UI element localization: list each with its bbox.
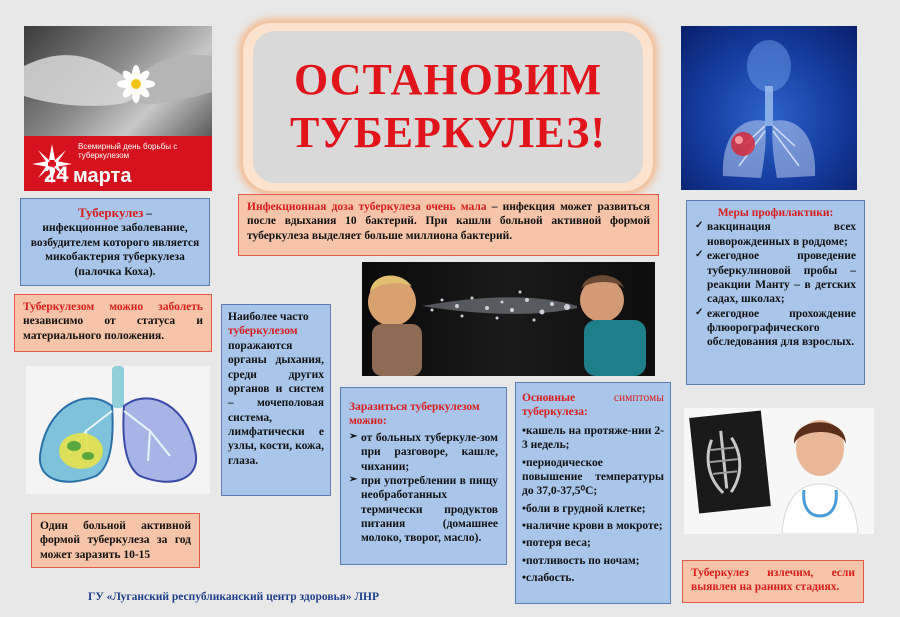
prevention-item: ✓ вакцинация всех новорожденных в роддоме; bbox=[695, 220, 856, 249]
lungs-xray-photo bbox=[681, 26, 857, 190]
contagion-box bbox=[31, 513, 200, 568]
lungs-illustration-photo bbox=[26, 366, 210, 494]
organs-text: поражаются органы дыхания, среди других органов и систем – мочеполовая система, лимфатически е узлы, кости, кожа, глаза. bbox=[228, 339, 324, 467]
definition-term: Туберкулез bbox=[77, 205, 144, 220]
symptoms-heading-word-2: симптомы bbox=[613, 392, 664, 404]
banner-caption: Всемирный день борьбы с туберкулезом bbox=[78, 142, 178, 161]
symptom-item: •периодическое повышение температуры до 37,0-37,5⁰С; bbox=[522, 456, 664, 498]
infection-heading: Заразиться туберкулезом можно: bbox=[349, 401, 480, 428]
infection-item: ➢ от больных туберкуле-зом при разговоре, кашле, чихании; bbox=[349, 431, 498, 474]
hands-illustration bbox=[24, 26, 212, 136]
symptom-item: •потливость по ночам; bbox=[522, 554, 640, 567]
symptom-item: •слабость. bbox=[522, 572, 575, 585]
symptom-item: •потеря веса; bbox=[522, 537, 591, 550]
symptoms-box bbox=[515, 382, 671, 604]
contagion-text: Один больной активной формой туберкулеза за год может заразить 10-15 bbox=[40, 520, 191, 561]
symptom-item: •кашель на протяже-нии 2-3 недель; bbox=[522, 424, 664, 452]
symptoms-heading bbox=[522, 391, 664, 405]
dose-text: – инфекция может развиться после вдыхания 10 бактерий. При кашли больной активной формой туберкулеза выделяет больше миллиона бактерий. bbox=[247, 201, 650, 242]
definition-text: инфекционное заболевание, возбудителем которого является микобактерия туберкулеза (палочка Коха). bbox=[30, 222, 200, 278]
symptom-item: •боли в грудной клетке; bbox=[522, 502, 646, 515]
definition-dash: – bbox=[143, 208, 153, 220]
curable-text: Туберкулез излечим, если выявлен на ранних стадиях. bbox=[691, 567, 855, 594]
title-line-1: ОСТАНОВИМ bbox=[293, 55, 603, 105]
infection-routes-box bbox=[340, 387, 507, 565]
curable-box bbox=[682, 560, 864, 603]
banner-date-number: 24 bbox=[44, 162, 69, 187]
title-line-2: ТУБЕРКУЛЕЗ! bbox=[289, 108, 606, 157]
doctor-illustration bbox=[684, 408, 874, 534]
title-panel bbox=[243, 23, 653, 191]
footer-org-name: ГУ «Луганский республиканский центр здоровья» ЛНР bbox=[88, 591, 379, 603]
dose-highlight: Инфекционная доза туберкулеза очень мала bbox=[247, 201, 487, 213]
prevention-box bbox=[686, 200, 865, 385]
anyone-highlight: Туберкулезом можно заболеть bbox=[23, 301, 203, 313]
infectious-dose-box bbox=[238, 194, 659, 256]
organs-intro: Наиболее часто bbox=[228, 311, 309, 323]
banner-date-month: марта bbox=[72, 165, 132, 187]
world-tb-day-banner bbox=[24, 136, 212, 191]
symptoms-heading-word-3: туберкулеза: bbox=[522, 406, 588, 419]
anyone-box bbox=[14, 294, 212, 352]
doctor-xray-photo bbox=[684, 408, 874, 534]
hands-daisy-photo bbox=[24, 26, 212, 136]
infection-item: ➢ при употреблении в пищу необработанных термически продуктов питания (домашнее молоко, творог, масло). bbox=[349, 474, 498, 546]
definition-box bbox=[20, 198, 210, 286]
symptoms-heading-word-1: Основные bbox=[522, 392, 576, 404]
prevention-item: ✓ ежегодное проведение туберкулиновой пробы – реакции Манту – в детских садах, школах; bbox=[695, 249, 856, 307]
prevention-item: ✓ ежегодное прохождение флюорографического обследования для взрослых. bbox=[695, 307, 856, 350]
sneeze-illustration bbox=[362, 262, 655, 376]
organs-highlight: туберкулезом bbox=[228, 325, 298, 338]
sneezing-photo bbox=[362, 262, 655, 376]
organs-box bbox=[221, 304, 331, 496]
lungs-illustration bbox=[681, 26, 857, 190]
anyone-text: независимо от статуса и материального положения. bbox=[23, 315, 203, 342]
lungs-diagram bbox=[26, 366, 210, 494]
symptom-item: •наличие крови в мокроте; bbox=[522, 520, 663, 532]
prevention-heading: Меры профилактики: bbox=[717, 207, 834, 219]
